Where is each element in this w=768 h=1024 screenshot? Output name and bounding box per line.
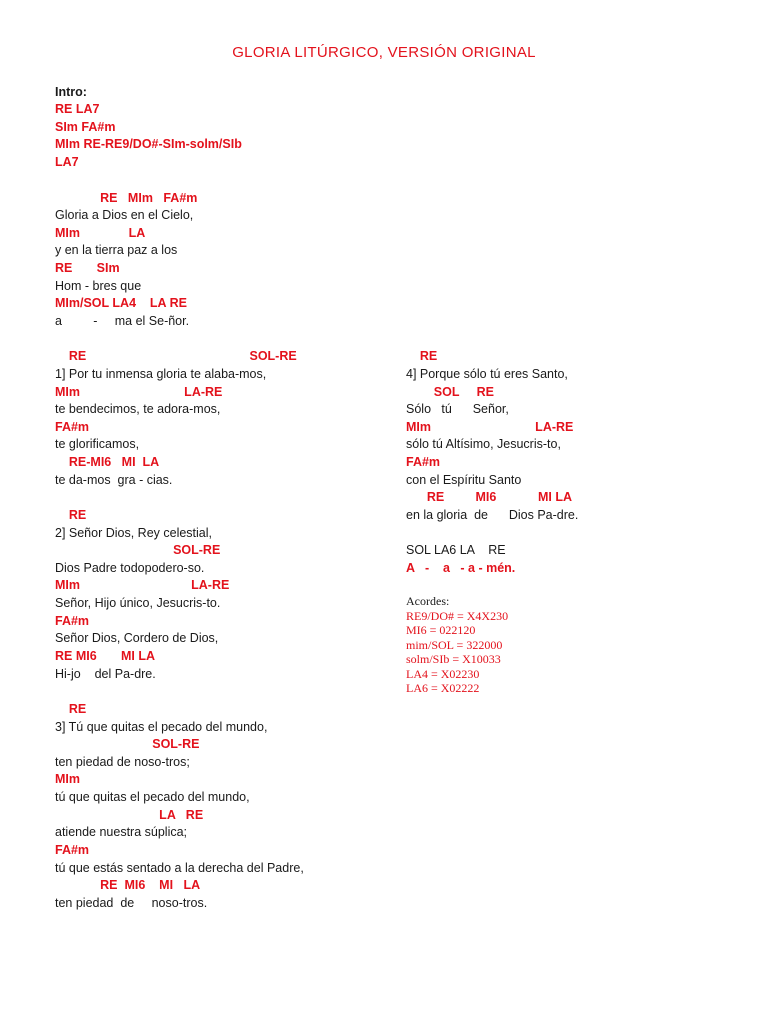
lyric-line: tú que quitas el pecado del mundo, bbox=[55, 790, 250, 804]
lyric-line: te bendecimos, te adora-mos, bbox=[55, 402, 221, 416]
lyric-line: SOL LA6 LA RE bbox=[406, 543, 506, 557]
lyric-line: y en la tierra paz a los bbox=[55, 243, 178, 257]
lyric-line: Señor Dios, Cordero de Dios, bbox=[55, 631, 219, 645]
chord-line: RE LA7 bbox=[55, 102, 100, 116]
lyric-line: Hom - bres que bbox=[55, 279, 142, 293]
chord-line: SOL-RE bbox=[55, 737, 200, 751]
lyric-line: te glorificamos, bbox=[55, 437, 140, 451]
chord-line: MIm/SOL LA4 LA RE bbox=[55, 296, 187, 310]
chord-line: MIm bbox=[55, 772, 80, 786]
chord-line: RE bbox=[55, 508, 87, 522]
lyric-line: tú que estás sentado a la derecha del Padre, bbox=[55, 861, 304, 875]
lyric-line: ten piedad de noso-tros. bbox=[55, 896, 208, 910]
chord-reference-heading: Acordes: bbox=[406, 594, 450, 608]
chord-line: MIm LA-RE bbox=[55, 385, 223, 399]
chord-line: SOL-RE bbox=[55, 543, 221, 557]
lyric-line: atiende nuestra súplica; bbox=[55, 825, 188, 839]
chord-line: RE-MI6 MI LA bbox=[55, 455, 160, 469]
chord-line: FA#m bbox=[55, 843, 90, 857]
chord-reference-row: LA6 = X02222 bbox=[406, 681, 480, 695]
lyric-line: Hi-jo del Pa-dre. bbox=[55, 667, 156, 681]
chord-reference-row: MI6 = 022120 bbox=[406, 623, 476, 637]
chord-line: RE MI6 MI LA bbox=[55, 878, 201, 892]
section-label: Intro: bbox=[55, 85, 87, 99]
chord-reference-row: LA4 = X02230 bbox=[406, 666, 480, 681]
chord-line: RE bbox=[55, 702, 87, 716]
chord-line: RE MI6 MI LA bbox=[55, 649, 156, 663]
chord-reference-row: RE9/DO# = X4X230 bbox=[406, 608, 509, 623]
chord-line: RE MIm FA#m bbox=[55, 191, 198, 205]
lyric-line: 2] Señor Dios, Rey celestial, bbox=[55, 526, 213, 540]
chord-line: LA RE bbox=[55, 808, 204, 822]
lyric-line: en la gloria de Dios Pa-dre. bbox=[406, 508, 579, 522]
chord-line: LA7 bbox=[55, 155, 79, 169]
lyric-line: a - ma el Se-ñor. bbox=[55, 314, 190, 328]
chord-line: MIm LA-RE bbox=[55, 578, 230, 592]
lyric-line: con el Espíritu Santo bbox=[406, 473, 522, 487]
lyric-line: 3] Tú que quitas el pecado del mundo, bbox=[55, 720, 268, 734]
chord-line: RE bbox=[406, 349, 438, 363]
chord-line: A - a - a - mén. bbox=[406, 561, 516, 575]
chord-line: SIm FA#m bbox=[55, 120, 116, 134]
lyric-line: Sólo tú Señor, bbox=[406, 402, 509, 416]
lyric-line: Dios Padre todopodero-so. bbox=[55, 561, 205, 575]
lyric-line: ten piedad de noso-tros; bbox=[55, 755, 190, 769]
chord-line: SOL RE bbox=[406, 385, 494, 399]
chord-line: FA#m bbox=[55, 420, 90, 434]
lyric-line: 1] Por tu inmensa gloria te alaba-mos, bbox=[55, 367, 267, 381]
chord-line: FA#m bbox=[406, 455, 441, 469]
chord-reference-row: solm/SIb = X10033 bbox=[406, 652, 501, 666]
lyric-line: Señor, Hijo único, Jesucris-to. bbox=[55, 596, 221, 610]
lyric-line: sólo tú Altísimo, Jesucris-to, bbox=[406, 437, 561, 451]
chord-line: RE SOL-RE bbox=[55, 349, 297, 363]
chord-line: MIm RE-RE9/DO#-SIm-solm/SIb bbox=[55, 137, 242, 151]
chord-line: FA#m bbox=[55, 614, 90, 628]
chord-reference-row: mim/SOL = 322000 bbox=[406, 637, 503, 652]
chord-reference bbox=[406, 594, 508, 696]
lyric-line: te da-mos gra - cias. bbox=[55, 473, 173, 487]
lyric-line: 4] Porque sólo tú eres Santo, bbox=[406, 367, 568, 381]
chord-line: MIm LA bbox=[55, 226, 146, 240]
chord-line: RE MI6 MI LA bbox=[406, 490, 572, 504]
page-title: GLORIA LITÚRGICO, VERSIÓN ORIGINAL bbox=[232, 44, 536, 61]
lyric-line: Gloria a Dios en el Cielo, bbox=[55, 208, 194, 222]
chord-line: RE SIm bbox=[55, 261, 120, 275]
chord-line: MIm LA-RE bbox=[406, 420, 574, 434]
